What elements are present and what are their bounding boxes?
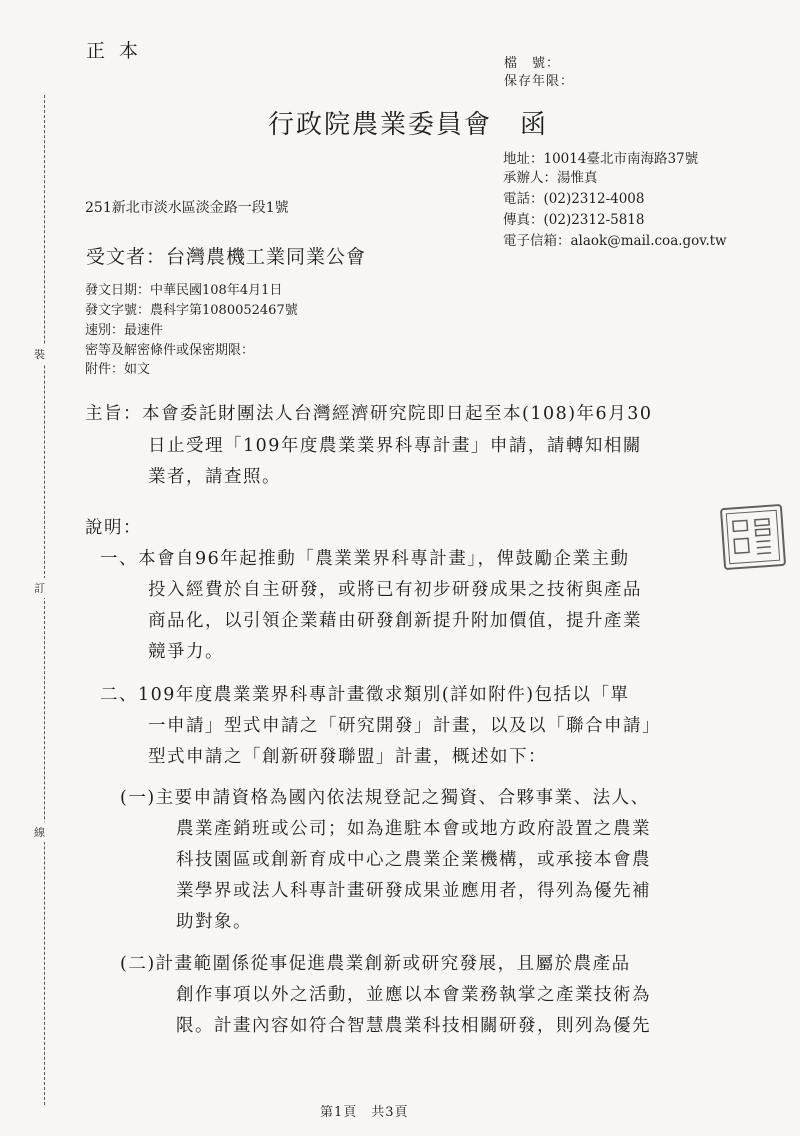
item1-line-1: 一、本會自96年起推動「農業業界科專計畫」，俾鼓勵企業主動 xyxy=(100,549,630,569)
file-number-label: 檔 號： xyxy=(504,56,561,71)
binding-line xyxy=(44,95,45,1105)
recipient: 受文者：台灣農機工業同業公會 xyxy=(86,246,367,268)
item2-line-3: 型式申請之「創新研發聯盟」計畫，概述如下： xyxy=(148,747,547,767)
binding-char-zhuang: 裝 xyxy=(34,344,45,364)
sub1-line-1: (一)主要申請資格為國內依法規登記之獨資、合夥事業、法人、 xyxy=(120,788,650,808)
contact-email: 電子信箱：alaok@mail.coa.gov.tw xyxy=(503,233,727,249)
item1-line-3: 商品化，以引領企業藉由研發創新提升附加價值，提升產業 xyxy=(148,611,642,631)
item2-line-2: 一申請」型式申請之「研究開發」計畫，以及以「聯合申請」 xyxy=(148,716,661,736)
explanation-heading: 說明： xyxy=(85,518,142,538)
issue-date: 發文日期：中華民國108年4月1日 xyxy=(85,283,283,298)
copy-mark: 正本 xyxy=(86,40,153,62)
sub1-line-5: 助對象。 xyxy=(176,912,252,932)
sub2-line-2: 創作事項以外之活動，並應以本會業務執掌之產業技術為 xyxy=(176,985,651,1005)
contact-phone: 電話：(02)2312-4008 xyxy=(503,191,645,207)
binding-char-ding: 訂 xyxy=(34,578,45,598)
contact-handler: 承辦人：湯惟真 xyxy=(503,170,598,186)
document-type: 函 xyxy=(520,110,547,140)
item2-line-1: 二、109年度農業業界科專計畫徵求類別(詳如附件)包括以「單 xyxy=(100,685,630,705)
sub2-line-1: (二)計畫範圍係從事促進農業創新或研究發展，且屬於農產品 xyxy=(120,954,631,974)
sub1-line-4: 業學界或法人科專計畫研發成果並應用者，得列為優先補 xyxy=(176,881,651,901)
page-number: 第1頁 共3頁 xyxy=(320,1105,409,1120)
official-seal xyxy=(720,504,786,570)
sub2-line-3: 限。計畫內容如符合智慧農業科技相關研發，則列為優先 xyxy=(176,1016,651,1036)
subject-line-1: 主旨：本會委託財團法人台灣經濟研究院即日起至本(108)年6月30 xyxy=(85,404,653,424)
subject-line-3: 業者，請查照。 xyxy=(148,467,281,487)
item1-line-4: 競爭力。 xyxy=(148,642,224,662)
urgency: 速別：最速件 xyxy=(85,323,164,338)
issuing-organization: 行政院農業委員會 xyxy=(268,110,493,140)
sub1-line-2: 農業產銷班或公司；如為進駐本會或地方政府設置之農業 xyxy=(176,819,651,839)
contact-fax: 傳真：(02)2312-5818 xyxy=(503,212,645,228)
item1-line-2: 投入經費於自主研發，或將已有初步研發成果之技術與產品 xyxy=(148,580,642,600)
contact-address: 地址：10014臺北市南海路37號 xyxy=(503,151,699,167)
attachment: 附件：如文 xyxy=(85,362,151,377)
subject-line-2: 日止受理「109年度農業業界科專計畫」申請，請轉知相關 xyxy=(148,436,642,456)
document-number: 發文字號：農科字第1080052467號 xyxy=(85,303,298,318)
recipient-address: 251新北市淡水區淡金路一段1號 xyxy=(85,200,289,216)
retention-label: 保存年限： xyxy=(504,74,575,89)
security-level: 密等及解密條件或保密期限： xyxy=(85,343,255,358)
sub1-line-3: 科技園區或創新育成中心之農業企業機構，或承接本會農 xyxy=(176,850,651,870)
binding-char-xian: 線 xyxy=(34,822,45,842)
